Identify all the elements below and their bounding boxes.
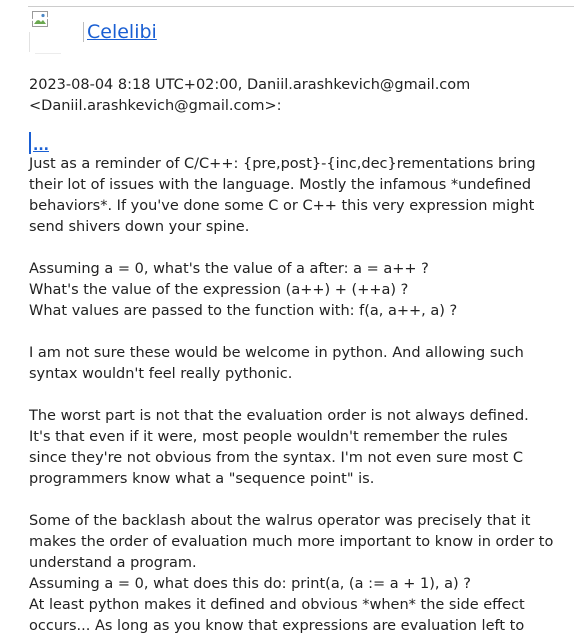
body-paragraph xyxy=(29,259,574,322)
message-header xyxy=(29,10,157,54)
body-line: What's the value of the expression (a++) + (++a) ? xyxy=(29,282,409,298)
avatar-frame-left xyxy=(29,32,30,52)
body-line: It's that even if it were, most people wouldn't remember the rules xyxy=(29,429,508,445)
sender-name-link[interactable]: Celelibi xyxy=(87,21,157,43)
quote-bar xyxy=(29,132,31,154)
body-line: understand a program. xyxy=(29,555,197,571)
message-meta xyxy=(29,75,470,117)
body-line: The worst part is not that the evaluation order is not always defined. xyxy=(29,408,529,424)
body-line: Just as a reminder of C/C++: {pre,post}-{inc,dec}rementations bring xyxy=(29,156,536,172)
body-line: programmers know what a "sequence point" is. xyxy=(29,471,375,487)
body-paragraph xyxy=(29,406,574,490)
header-divider xyxy=(83,22,84,42)
meta-sender-email: <Daniil.arashkevich@gmail.com>: xyxy=(29,98,282,114)
avatar[interactable] xyxy=(29,10,75,54)
body-line: At least python makes it defined and obvious *when* the side effect xyxy=(29,597,525,613)
message-top-border xyxy=(28,6,574,7)
show-quoted-toggle[interactable] xyxy=(29,132,49,154)
body-line: Assuming a = 0, what does this do: print(a, (a := a + 1), a) ? xyxy=(29,576,471,592)
body-paragraph xyxy=(29,154,574,238)
avatar-frame-bottom xyxy=(35,53,61,54)
body-paragraph xyxy=(29,511,574,636)
meta-date-sender: 2023-08-04 8:18 UTC+02:00, Daniil.arashkevich@gmail.com xyxy=(29,77,471,93)
body-line: behaviors*. If you've done some C or C++ this very expression might xyxy=(29,198,535,214)
body-line: since they're not obvious from the syntax. I'm not even sure most C xyxy=(29,450,523,466)
body-line: syntax wouldn't feel really pythonic. xyxy=(29,366,293,382)
show-quoted-dots[interactable]: ... xyxy=(33,138,49,154)
broken-image-icon xyxy=(31,10,49,28)
body-line: makes the order of evaluation much more important to know in order to xyxy=(29,534,554,550)
body-line: I am not sure these would be welcome in python. And allowing such xyxy=(29,345,524,361)
body-line: occurs... As long as you know that expressions are evaluation left to xyxy=(29,618,525,634)
body-line: send shivers down your spine. xyxy=(29,219,250,235)
body-line: What values are passed to the function with: f(a, a++, a) ? xyxy=(29,303,458,319)
body-paragraph xyxy=(29,343,574,385)
body-line: Assuming a = 0, what's the value of a after: a = a++ ? xyxy=(29,261,429,277)
message-body xyxy=(29,154,574,636)
body-line: their lot of issues with the language. Mostly the infamous *undefined xyxy=(29,177,532,193)
body-line: Some of the backlash about the walrus operator was precisely that it xyxy=(29,513,531,529)
